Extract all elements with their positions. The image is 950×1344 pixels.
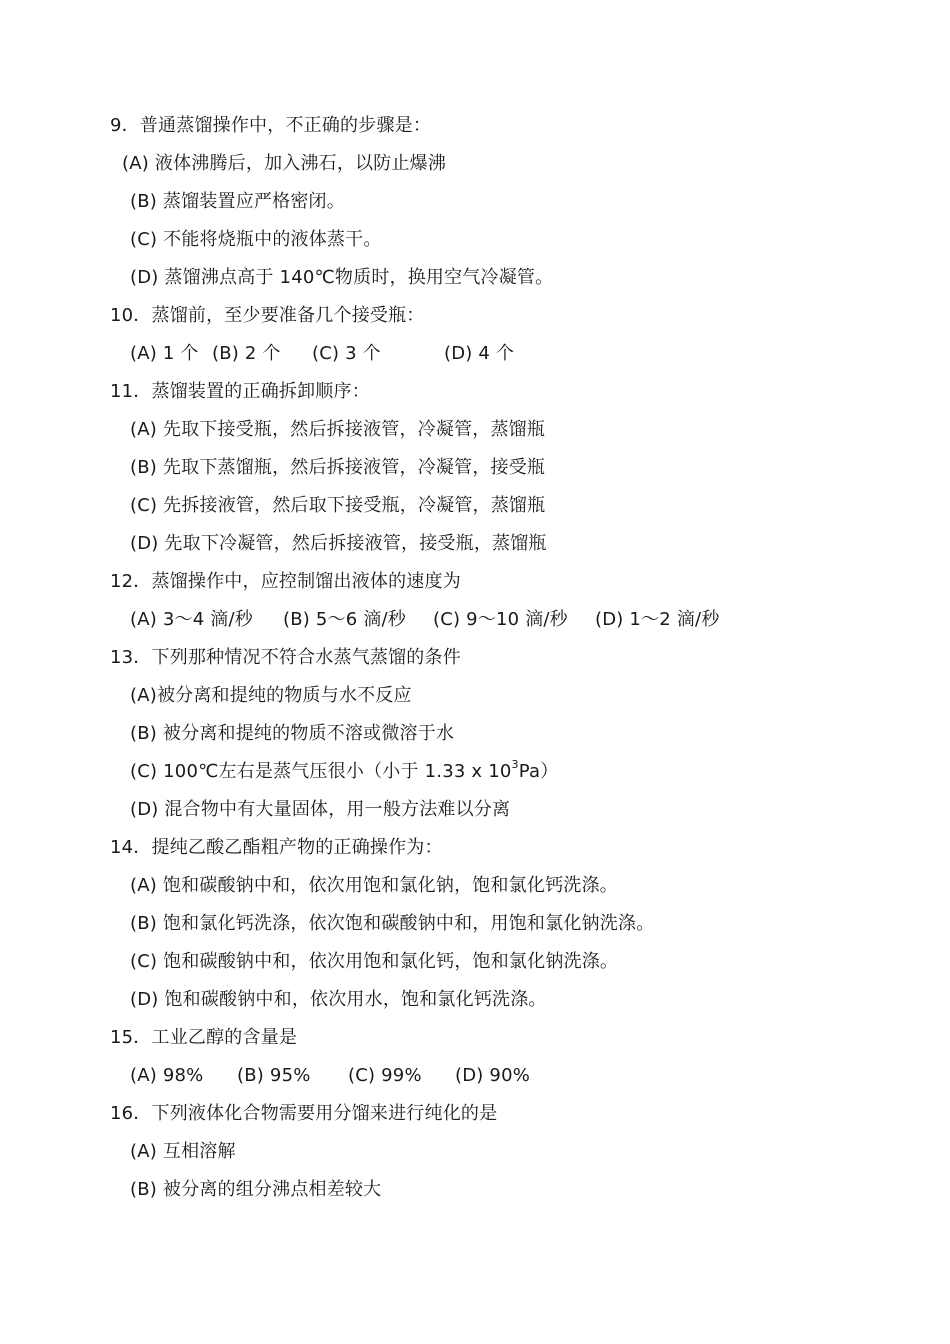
question-12-stem: 12．蒸馏操作中，应控制馏出液体的速度为 <box>110 571 461 592</box>
question-11-option-b: (B) 先取下蒸馏瓶，然后拆接液管，冷凝管，接受瓶 <box>130 457 546 478</box>
question-14-option-d: (D) 饱和碳酸钠中和，依次用水，饱和氯化钙洗涤。 <box>130 989 547 1010</box>
question-13-option-b: (B) 被分离和提纯的物质不溶或微溶于水 <box>130 723 455 744</box>
question-16-option-a: (A) 互相溶解 <box>130 1141 236 1162</box>
question-14-option-c: (C) 饱和碳酸钠中和，依次用饱和氯化钙，饱和氯化钠洗涤。 <box>130 951 619 972</box>
question-14-stem: 14．提纯乙酸乙酯粗产物的正确操作为： <box>110 837 443 858</box>
question-11-stem: 11．蒸馏装置的正确拆卸顺序： <box>110 381 370 402</box>
question-15-stem: 15．工业乙醇的含量是 <box>110 1027 298 1048</box>
question-11-option-a: (A) 先取下接受瓶，然后拆接液管，冷凝管，蒸馏瓶 <box>130 419 546 440</box>
question-10-option-a: (A) 1 个 <box>130 343 199 364</box>
question-13-option-c-exponent: 3 <box>511 758 519 771</box>
question-13-option-c-unit: Pa） <box>518 761 559 782</box>
question-10-option-d: (D) 4 个 <box>444 343 515 364</box>
question-14-option-b: (B) 饱和氯化钙洗涤，依次饱和碳酸钠中和，用饱和氯化钠洗涤。 <box>130 913 655 934</box>
question-14-option-a: (A) 饱和碳酸钠中和，依次用饱和氯化钠，饱和氯化钙洗涤。 <box>130 875 618 896</box>
question-12-option-a: (A) 3～4 滴/秒 <box>130 609 253 630</box>
question-15-option-c: (C) 99% <box>348 1065 422 1086</box>
question-10-option-b: (B) 2 个 <box>212 343 281 364</box>
question-12-option-d: (D) 1～2 滴/秒 <box>595 609 720 630</box>
question-12-option-c: (C) 9～10 滴/秒 <box>433 609 568 630</box>
question-10-options-row <box>0 342 950 366</box>
question-9-stem: 9．普通蒸馏操作中，不正确的步骤是： <box>110 115 432 136</box>
question-16-option-b: (B) 被分离的组分沸点相差较大 <box>130 1179 382 1200</box>
question-9-option-c: (C) 不能将烧瓶中的液体蒸干。 <box>130 229 382 250</box>
question-15-options-row <box>0 1064 950 1088</box>
question-13-option-c-text: (C) 100℃左右是蒸气压很小（小于 1.33 x 10 <box>130 761 512 782</box>
question-13-option-d: (D) 混合物中有大量固体，用一般方法难以分离 <box>130 799 511 820</box>
question-12-option-b: (B) 5～6 滴/秒 <box>283 609 407 630</box>
question-15-option-d: (D) 90% <box>455 1065 531 1086</box>
question-9-option-d: (D) 蒸馏沸点高于 140℃物质时，换用空气冷凝管。 <box>130 267 554 288</box>
question-11-option-d: (D) 先取下冷凝管，然后拆接液管，接受瓶，蒸馏瓶 <box>130 533 547 554</box>
question-9-option-a: (A) 液体沸腾后，加入沸石，以防止爆沸 <box>122 153 447 174</box>
question-12-options-row <box>0 608 950 632</box>
question-11-option-c: (C) 先拆接液管，然后取下接受瓶，冷凝管，蒸馏瓶 <box>130 495 546 516</box>
question-9-option-b: (B) 蒸馏装置应严格密闭。 <box>130 191 345 212</box>
question-13-option-c <box>130 760 558 784</box>
question-10-option-c: (C) 3 个 <box>312 343 381 364</box>
question-16-stem: 16．下列液体化合物需要用分馏来进行纯化的是 <box>110 1103 498 1124</box>
question-13-option-a: (A)被分离和提纯的物质与水不反应 <box>130 685 412 706</box>
question-15-option-b: (B) 95% <box>237 1065 311 1086</box>
question-10-stem: 10．蒸馏前，至少要准备几个接受瓶： <box>110 305 425 326</box>
question-15-option-a: (A) 98% <box>130 1065 204 1086</box>
question-13-stem: 13．下列那种情况不符合水蒸气蒸馏的条件 <box>110 647 461 668</box>
